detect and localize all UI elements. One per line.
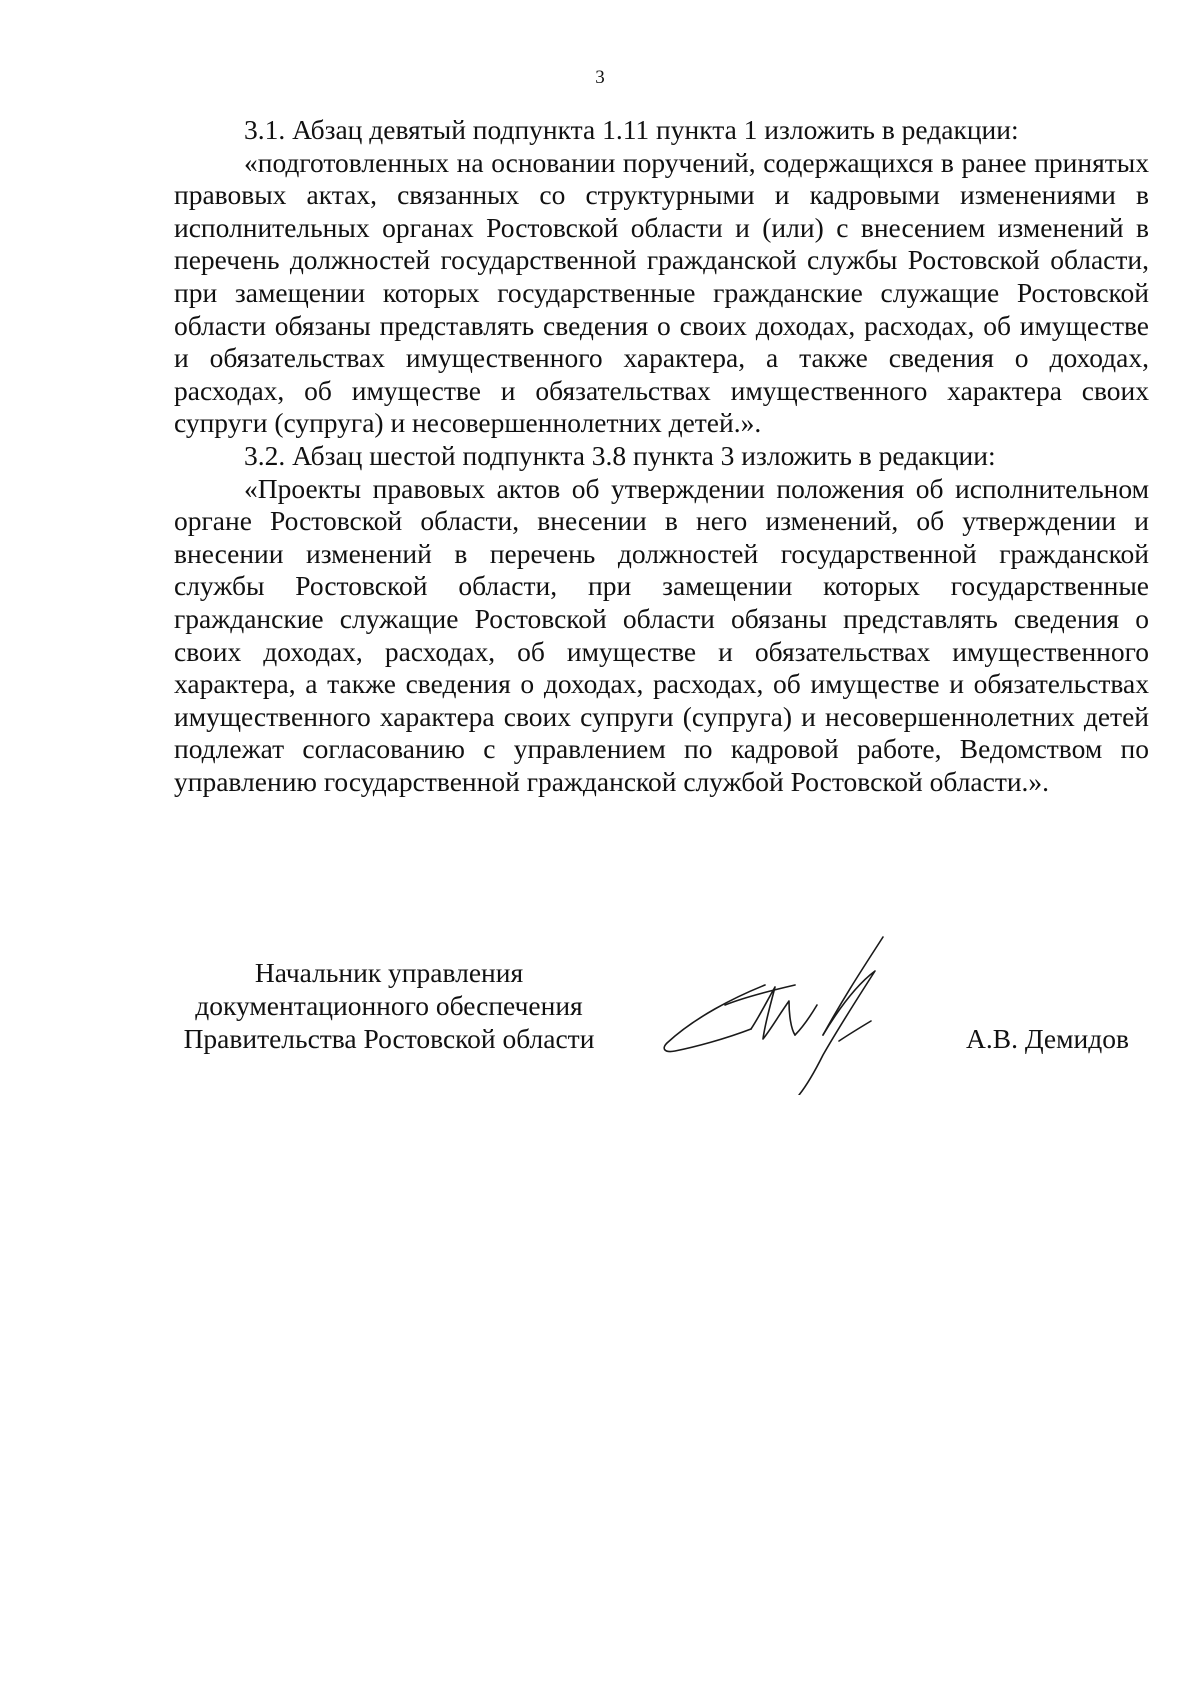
signatory-title-line: Правительства Ростовской области: [183, 1023, 595, 1054]
handwritten-signature: [655, 935, 945, 1095]
signatory-title-line: документационного обеспечения: [195, 990, 583, 1021]
paragraph-3-1-text: «подготовленных на основании поручений, содержащихся в ранее принятых правовых актах, связанных со структурными и кадровыми изменениями в исполнительных органах Ростовской области и (или) с внесением изменений в перечень должностей государственной гражданской службы Ростовской области, при замещении которых государственные гражданские служащие Ростовской области обязаны представлять сведения о своих доходах, расходах, об имуществе и обязательствах имущественного характера, а также сведения о доходах, расходах, об имуществе и обязательствах имущественного характера своих супруги (супруга) и несовершеннолетних детей.».: [174, 146, 1149, 439]
signatory-title: [165, 956, 613, 1055]
document-body: [174, 114, 1149, 798]
paragraph-3-2-text: «Проекты правовых актов об утверждении положения об исполнительном органе Ростовской области, внесении в него изменений, об утверждении и внесении изменений в перечень должностей государственной гражданской службы Ростовской области, при замещении которых государственные гражданские служащие Ростовской области обязаны представлять сведения о своих доходах, расходах, об имуществе и обязательствах имущественного характера, а также сведения о доходах, расходах, об имуществе и обязательствах имущественного характера своих супруги (супруга) и несовершеннолетних детей подлежат согласованию с управлением по кадровой работе, Ведомством по управлению государственной гражданской службой Ростовской области.».: [174, 472, 1149, 797]
signatory-title-line: Начальник управления: [254, 957, 524, 988]
page-number: 3: [595, 67, 605, 88]
paragraph-3-1-heading: 3.1. Абзац девятый подпункта 1.11 пункта 1 изложить в редакции:: [244, 114, 1019, 145]
paragraph-3-2-heading: 3.2. Абзац шестой подпункта 3.8 пункта 3 изложить в редакции:: [244, 439, 996, 471]
signatory-name: А.В. Демидов: [966, 1023, 1129, 1054]
